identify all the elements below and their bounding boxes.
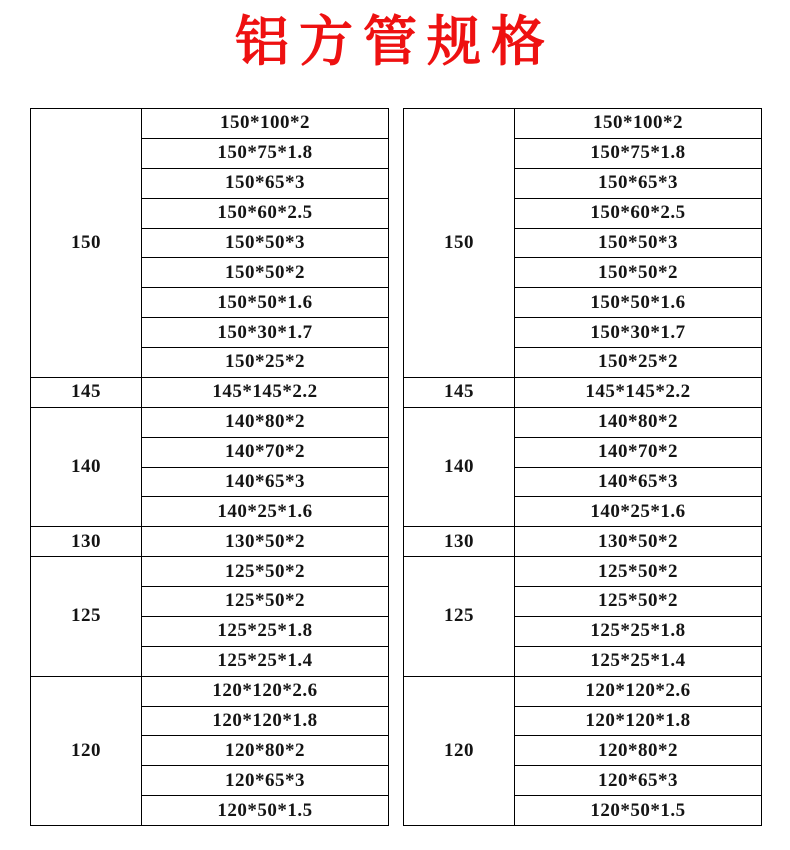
group-label-cell: 130 — [31, 527, 142, 557]
spec-cell: 150*50*1.6 — [142, 288, 389, 318]
spec-row — [31, 527, 389, 557]
spec-cell: 125*25*1.4 — [142, 646, 389, 676]
spec-row — [404, 676, 762, 706]
spec-cell: 120*50*1.5 — [142, 796, 389, 826]
page-title: 铝方管规格 — [235, 12, 555, 72]
spec-cell: 140*65*3 — [515, 467, 762, 497]
spec-cell: 150*100*2 — [142, 109, 389, 139]
spec-cell: 145*145*2.2 — [142, 377, 389, 407]
spec-cell: 120*65*3 — [142, 766, 389, 796]
spec-cell: 120*120*1.8 — [515, 706, 762, 736]
spec-cell: 125*50*2 — [142, 587, 389, 617]
spec-cell: 150*30*1.7 — [515, 318, 762, 348]
spec-cell: 150*60*2.5 — [142, 198, 389, 228]
spec-cell: 120*80*2 — [515, 736, 762, 766]
spec-table-right-body — [404, 109, 762, 826]
spec-cell: 120*120*2.6 — [142, 676, 389, 706]
spec-cell: 120*120*2.6 — [515, 676, 762, 706]
spec-cell: 120*80*2 — [142, 736, 389, 766]
group-label-cell: 125 — [31, 557, 142, 677]
group-label-cell: 140 — [31, 407, 142, 527]
spec-row — [31, 377, 389, 407]
group-label-cell: 130 — [404, 527, 515, 557]
spec-row — [404, 109, 762, 139]
spec-cell: 125*50*2 — [515, 587, 762, 617]
spec-cell: 125*25*1.8 — [515, 616, 762, 646]
group-label-cell: 150 — [404, 109, 515, 378]
spec-cell: 150*50*3 — [142, 228, 389, 258]
group-label-cell: 120 — [404, 676, 515, 825]
group-label-cell: 140 — [404, 407, 515, 527]
spec-cell: 150*65*3 — [515, 168, 762, 198]
spec-row — [31, 109, 389, 139]
spec-row — [404, 557, 762, 587]
spec-table-left — [30, 108, 389, 826]
spec-row — [404, 527, 762, 557]
tables-container — [30, 108, 762, 826]
spec-table-left-body — [31, 109, 389, 826]
spec-cell: 125*25*1.4 — [515, 646, 762, 676]
spec-cell: 150*50*1.6 — [515, 288, 762, 318]
spec-row — [31, 676, 389, 706]
spec-row — [404, 377, 762, 407]
spec-cell: 140*65*3 — [142, 467, 389, 497]
spec-cell: 130*50*2 — [515, 527, 762, 557]
spec-cell: 140*80*2 — [142, 407, 389, 437]
spec-cell: 150*75*1.8 — [515, 138, 762, 168]
spec-row — [31, 407, 389, 437]
spec-cell: 150*60*2.5 — [515, 198, 762, 228]
spec-cell: 150*50*3 — [515, 228, 762, 258]
spec-cell: 150*50*2 — [142, 258, 389, 288]
spec-row — [31, 557, 389, 587]
spec-cell: 150*100*2 — [515, 109, 762, 139]
spec-cell: 140*80*2 — [515, 407, 762, 437]
spec-cell: 130*50*2 — [142, 527, 389, 557]
spec-cell: 125*50*2 — [515, 557, 762, 587]
spec-cell: 150*25*2 — [515, 348, 762, 378]
spec-cell: 140*25*1.6 — [515, 497, 762, 527]
spec-cell: 125*50*2 — [142, 557, 389, 587]
spec-table-right — [403, 108, 762, 826]
spec-cell: 120*65*3 — [515, 766, 762, 796]
spec-cell: 120*120*1.8 — [142, 706, 389, 736]
spec-cell: 120*50*1.5 — [515, 796, 762, 826]
spec-cell: 140*25*1.6 — [142, 497, 389, 527]
group-label-cell: 145 — [404, 377, 515, 407]
spec-cell: 125*25*1.8 — [142, 616, 389, 646]
group-label-cell: 120 — [31, 676, 142, 825]
group-label-cell: 125 — [404, 557, 515, 677]
group-label-cell: 145 — [31, 377, 142, 407]
spec-row — [404, 407, 762, 437]
spec-cell: 145*145*2.2 — [515, 377, 762, 407]
spec-cell: 150*25*2 — [142, 348, 389, 378]
group-label-cell: 150 — [31, 109, 142, 378]
spec-cell: 150*65*3 — [142, 168, 389, 198]
spec-cell: 140*70*2 — [142, 437, 389, 467]
spec-cell: 150*75*1.8 — [142, 138, 389, 168]
spec-cell: 140*70*2 — [515, 437, 762, 467]
spec-cell: 150*50*2 — [515, 258, 762, 288]
spec-cell: 150*30*1.7 — [142, 318, 389, 348]
